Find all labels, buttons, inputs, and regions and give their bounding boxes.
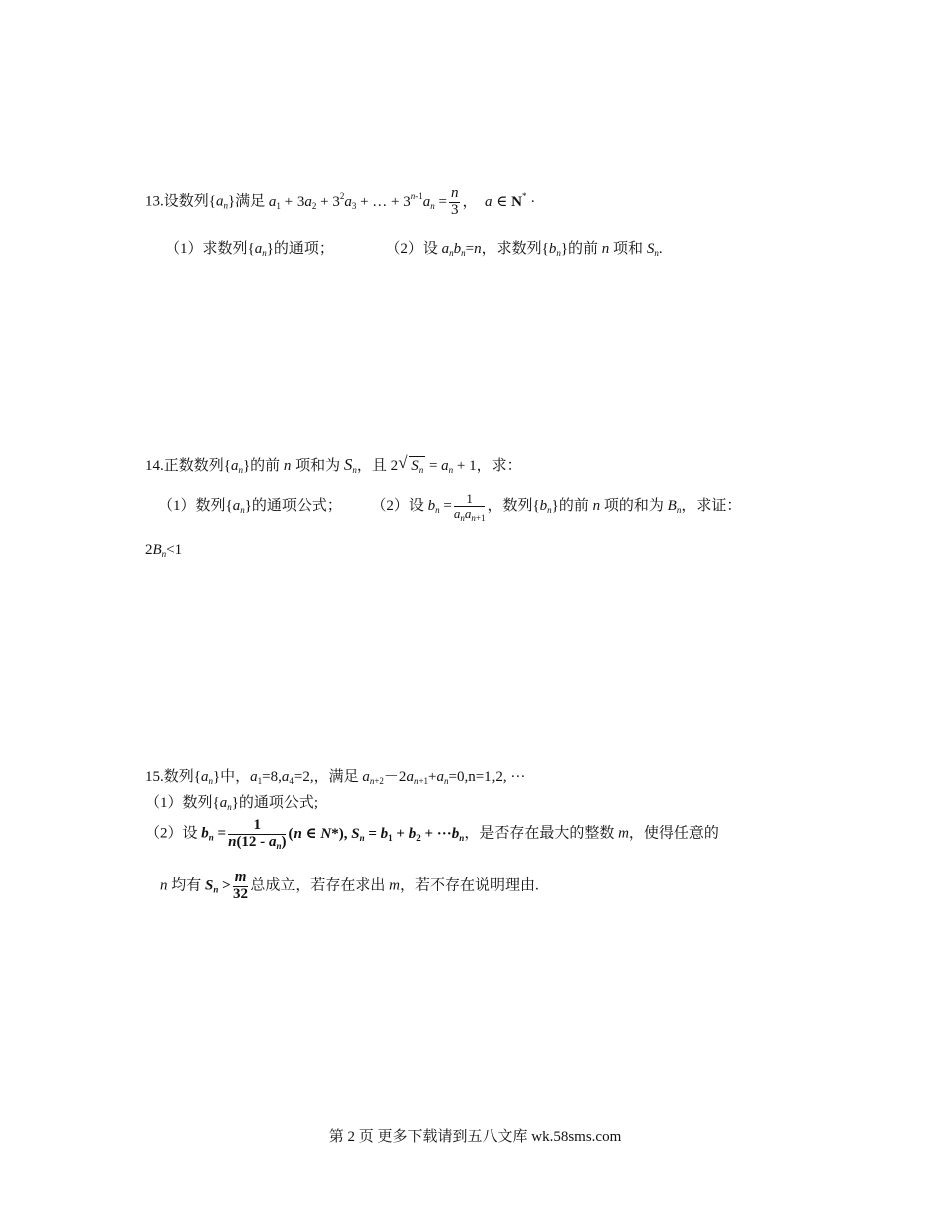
problem-14-part2: （2）设 $b_n$ = $\frac{1}{a_na_{n+1}}$ ，数列$\{b_n\}$的前 n 项的和为 $B_n$，求证： <box>371 491 742 523</box>
problem-15-number: 15. <box>145 769 164 785</box>
problem-13-stem: 13.设数列$\{a_n\}$满足 $a_1 + 3a_2 + 3^2a_3$ + … + $3^{n-1}a_n$ = $\frac{n}{3}$ ， a ∈ N* · <box>145 185 536 218</box>
problem-15-stem: 15.数列$\{a_n\}$中，$a_1=8,a_4=2$,，满足 $a_{n+2}-2a_{n+1}+a_n=0,n=1,2$, ··· <box>145 769 526 786</box>
problem-14-stem: 14.正数数列$\{a_n\}$的前 n 项和为 $S_n$，且 2√ $S_n = a_n + 1$，求： <box>145 455 522 475</box>
problem-14-part1: （1）数列$\{a_n\}$的通项公式； <box>158 497 342 515</box>
problem-13-part1: （1）求数列$\{a_n\}$的通项； <box>165 241 334 258</box>
problem-14-number: 14. <box>145 458 164 474</box>
problem-15-part1: （1）数列$\{a_n\}$的通项公式; <box>145 795 319 812</box>
page-footer: 第 2 页 更多下载请到五八文库 wk.58sms.com <box>328 1129 622 1145</box>
problem-13-part2: （2）设 $a_nb_n=n$，求数列$\{b_n\}$的前 n 项和 $S_n$. <box>385 241 663 258</box>
problem-15-part2: （2）设 $b_n$ = $\frac{1}{n(12 - a_n)}$ (n ∈ N*), $S_n = b_1 + b_2 + \cdot\cdot\cdot b_n$，是否存在最大的整数 m，使得任意的 <box>145 817 719 851</box>
problem-15-part2-cont: n 均有 $S_n$ > $\frac{m}{32}$ 总成立，若存在求出 m，若不存在说明理由. <box>160 869 539 902</box>
problem-13-parts <box>165 240 663 258</box>
problem-14-conclusion: $2B_n<1$ <box>145 542 183 559</box>
problem-14-parts <box>158 491 742 523</box>
problem-13-number: 13. <box>145 193 164 210</box>
problem-13-formula: $a_1 + 3a_2 + 3^2a_3$ + … + $3^{n-1}a_n$ = $\frac{n}{3}$ ， a ∈ N* · <box>268 185 536 218</box>
